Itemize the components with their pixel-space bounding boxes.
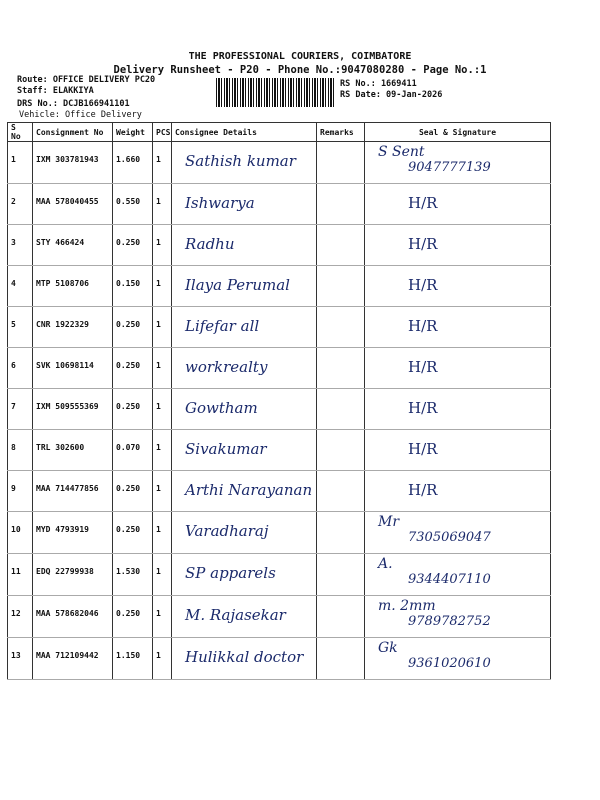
consignment-cell: MAA 712109442 <box>33 638 113 680</box>
drs-label: DRS No.: DCJB166941101 <box>17 99 130 109</box>
signature-mark: Mr <box>378 514 400 530</box>
signature-phone: 9361020610 <box>408 656 491 671</box>
signature-cell <box>365 225 551 266</box>
hr-mark: H/R <box>408 481 438 499</box>
pcs-cell: 1 <box>153 471 172 512</box>
signature-phone: 7305069047 <box>408 530 491 545</box>
remarks-cell <box>317 184 365 225</box>
consignee-name: Sathish kumar <box>185 152 296 170</box>
consignment-cell: MTP 5108706 <box>33 266 113 307</box>
signature-cell <box>365 512 551 554</box>
staff-label: Staff: ELAKKIYA <box>17 86 94 96</box>
barcode <box>216 78 334 107</box>
hr-mark: H/R <box>408 358 438 376</box>
table-row <box>8 348 551 389</box>
consignee-cell <box>172 430 317 471</box>
rs-date: RS Date: 09-Jan-2026 <box>340 90 443 100</box>
consignment-cell: MAA 578682046 <box>33 596 113 638</box>
weight-cell: 1.530 <box>113 554 153 596</box>
pcs-cell: 1 <box>153 638 172 680</box>
signature-phone: 9789782752 <box>408 614 491 629</box>
hr-mark: H/R <box>408 317 438 335</box>
pcs-cell: 1 <box>153 266 172 307</box>
pcs-cell: 1 <box>153 389 172 430</box>
remarks-cell <box>317 430 365 471</box>
consignee-cell <box>172 554 317 596</box>
sno-cell: 5 <box>8 307 33 348</box>
signature-cell <box>365 142 551 184</box>
remarks-cell <box>317 389 365 430</box>
consignee-name: M. Rajasekar <box>185 606 286 624</box>
consignment-cell: IXM 303781943 <box>33 142 113 184</box>
consignee-name: Gowtham <box>185 399 258 417</box>
signature-mark: A. <box>378 556 393 572</box>
signature-mark: m. 2mm <box>378 598 436 614</box>
consignee-cell <box>172 225 317 266</box>
weight-cell: 0.250 <box>113 512 153 554</box>
consignee-cell <box>172 266 317 307</box>
pcs-cell: 1 <box>153 430 172 471</box>
runsheet-table <box>7 122 551 680</box>
consignee-name: Ishwarya <box>185 194 255 212</box>
sno-cell: 12 <box>8 596 33 638</box>
vehicle-label: Vehicle: Office Delivery <box>19 110 142 120</box>
col-pcs: PCS <box>153 123 172 142</box>
pcs-cell: 1 <box>153 225 172 266</box>
consignment-cell: MYD 4793919 <box>33 512 113 554</box>
table-row <box>8 512 551 554</box>
signature-cell <box>365 307 551 348</box>
table-row <box>8 266 551 307</box>
sno-cell: 11 <box>8 554 33 596</box>
consignee-cell <box>172 142 317 184</box>
signature-cell <box>365 266 551 307</box>
hr-mark: H/R <box>408 194 438 212</box>
col-remarks: Remarks <box>317 123 365 142</box>
hr-mark: H/R <box>408 440 438 458</box>
consignee-name: Lifefar all <box>185 317 260 335</box>
weight-cell: 1.150 <box>113 638 153 680</box>
consignment-cell: IXM 509555369 <box>33 389 113 430</box>
sno-cell: 9 <box>8 471 33 512</box>
table-row <box>8 471 551 512</box>
table-row <box>8 142 551 184</box>
consignee-cell <box>172 638 317 680</box>
table-row <box>8 184 551 225</box>
remarks-cell <box>317 225 365 266</box>
signature-cell <box>365 348 551 389</box>
consignment-cell: MAA 714477856 <box>33 471 113 512</box>
consignee-cell <box>172 307 317 348</box>
consignment-cell: CNR 1922329 <box>33 307 113 348</box>
table-row <box>8 638 551 680</box>
hr-mark <box>368 175 547 183</box>
weight-cell: 0.250 <box>113 348 153 389</box>
table-row <box>8 389 551 430</box>
remarks-cell <box>317 471 365 512</box>
consignment-cell: MAA 578040455 <box>33 184 113 225</box>
pcs-cell: 1 <box>153 142 172 184</box>
hr-mark <box>368 671 547 679</box>
remarks-cell <box>317 266 365 307</box>
runsheet-subtitle: Delivery Runsheet - P20 - Phone No.:9047080280 - Page No.:1 <box>113 64 487 76</box>
hr-mark <box>368 545 547 553</box>
company-title: THE PROFESSIONAL COURIERS, COIMBATORE <box>188 51 412 62</box>
table-row <box>8 430 551 471</box>
pcs-cell: 1 <box>153 307 172 348</box>
table-row <box>8 554 551 596</box>
hr-mark <box>368 587 547 595</box>
hr-mark: H/R <box>408 399 438 417</box>
consignee-name: Varadharaj <box>185 522 269 540</box>
consignee-name: Hulikkal doctor <box>185 648 304 666</box>
sno-cell: 1 <box>8 142 33 184</box>
sno-cell: 2 <box>8 184 33 225</box>
signature-cell <box>365 638 551 680</box>
consignee-cell <box>172 389 317 430</box>
rs-number: RS No.: 1669411 <box>340 79 417 89</box>
remarks-cell <box>317 307 365 348</box>
weight-cell: 0.250 <box>113 307 153 348</box>
pcs-cell: 1 <box>153 512 172 554</box>
pcs-cell: 1 <box>153 348 172 389</box>
remarks-cell <box>317 596 365 638</box>
consignee-cell <box>172 512 317 554</box>
weight-cell: 0.250 <box>113 471 153 512</box>
hr-mark <box>368 629 547 637</box>
signature-phone: 9344407110 <box>408 572 491 587</box>
sno-cell: 6 <box>8 348 33 389</box>
consignee-cell <box>172 184 317 225</box>
col-weight: Weight <box>113 123 153 142</box>
weight-cell: 0.250 <box>113 225 153 266</box>
consignment-cell: EDQ 22799938 <box>33 554 113 596</box>
table-header-row <box>8 123 551 142</box>
table-row <box>8 225 551 266</box>
hr-mark: H/R <box>408 235 438 253</box>
signature-mark: Gk <box>378 640 398 656</box>
signature-cell <box>365 389 551 430</box>
weight-cell: 0.250 <box>113 596 153 638</box>
signature-cell <box>365 430 551 471</box>
hr-mark: H/R <box>408 276 438 294</box>
consignment-cell: STY 466424 <box>33 225 113 266</box>
remarks-cell <box>317 512 365 554</box>
pcs-cell: 1 <box>153 184 172 225</box>
sno-cell: 3 <box>8 225 33 266</box>
consignee-name: Arthi Narayanan <box>185 481 313 499</box>
remarks-cell <box>317 554 365 596</box>
table-row <box>8 307 551 348</box>
weight-cell: 0.070 <box>113 430 153 471</box>
sno-cell: 13 <box>8 638 33 680</box>
weight-cell: 1.660 <box>113 142 153 184</box>
sno-cell: 8 <box>8 430 33 471</box>
signature-cell <box>365 184 551 225</box>
consignee-name: workrealty <box>185 358 268 376</box>
sno-cell: 7 <box>8 389 33 430</box>
signature-cell <box>365 554 551 596</box>
remarks-cell <box>317 348 365 389</box>
consignee-cell <box>172 471 317 512</box>
table-row <box>8 596 551 638</box>
consignment-cell: SVK 10698114 <box>33 348 113 389</box>
sno-cell: 4 <box>8 266 33 307</box>
consignee-cell <box>172 596 317 638</box>
col-consignment: Consignment No <box>33 123 113 142</box>
sno-cell: 10 <box>8 512 33 554</box>
weight-cell: 0.550 <box>113 184 153 225</box>
weight-cell: 0.250 <box>113 389 153 430</box>
consignee-name: Ilaya Perumal <box>185 276 290 294</box>
remarks-cell <box>317 638 365 680</box>
signature-phone: 9047777139 <box>408 160 491 175</box>
col-consignee: Consignee Details <box>172 123 317 142</box>
remarks-cell <box>317 142 365 184</box>
pcs-cell: 1 <box>153 554 172 596</box>
consignee-cell <box>172 348 317 389</box>
col-signature: Seal & Signature <box>365 123 551 142</box>
col-sno: S No <box>8 123 33 142</box>
consignment-cell: TRL 302600 <box>33 430 113 471</box>
signature-cell <box>365 596 551 638</box>
signature-cell <box>365 471 551 512</box>
route-label: Route: OFFICE DELIVERY PC20 <box>17 75 156 85</box>
consignee-name: Sivakumar <box>185 440 267 458</box>
signature-mark: S Sent <box>378 144 425 160</box>
consignee-name: Radhu <box>185 235 235 253</box>
pcs-cell: 1 <box>153 596 172 638</box>
weight-cell: 0.150 <box>113 266 153 307</box>
consignee-name: SP apparels <box>185 564 276 582</box>
